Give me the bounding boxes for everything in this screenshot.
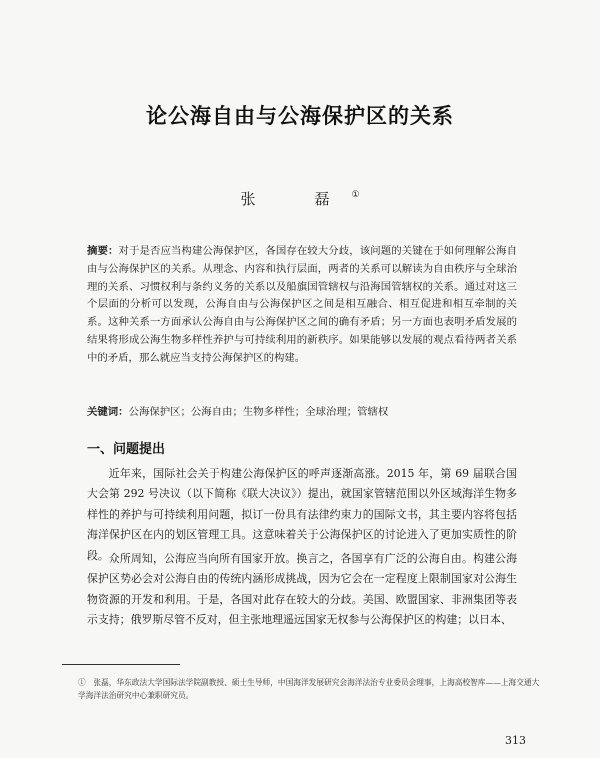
author-footnote-mark: ① [351, 190, 360, 200]
keywords-text: 公海保护区；公海自由；生物多样性；全球治理；管辖权 [128, 406, 389, 418]
footnote: ① 张磊，华东政法大学国际法学院副教授、硕士生导师，中国海洋发展研究会海洋法治专业委员会理事，上海高校智库——上海交通大学海洋法治研究中心兼职研究员。 [78, 678, 540, 700]
footnote-divider [62, 664, 180, 665]
body-paragraph-2: 众所周知，公海应当向所有国家开放。换言之，各国享有广泛的公海自由。构建公海保护区势必会对公海自由的传统内涵形成挑战，因为它会在一定程度上限制国家对公海生物资源的开发和利用。于是，各国对此存在较大的分歧。美国、欧盟国家、非洲集团等表示支持；俄罗斯尽管不反对，但主张地理遥远国家无权参与公海保护区的构建；以日本、 [87, 552, 517, 627]
body-paragraph-1: 近年来，国际社会关于构建公海保护区的呼声逐渐高涨。2015 年，第 69 届联合国大会第 292 号决议（以下简称《联大决议》）提出，就国家管辖范围以外区域海洋生物多样性的养护与可持续利用问题，拟订一份具有法律约束力的国际文书，其主要内容将包括海洋保护区在内的划区管理工具。这意味着关于公海保护区的讨论进入了更加实质性的阶段。 [87, 467, 517, 562]
keywords [87, 403, 517, 421]
paper-title: 论公海自由与公海保护区的关系 [146, 104, 454, 128]
abstract [87, 243, 517, 368]
section-heading: 一、问题提出 [87, 442, 166, 457]
abstract-label: 摘要： [87, 245, 119, 257]
page-number: 313 [505, 734, 526, 747]
author-name: 张 磊 [240, 190, 352, 208]
abstract-text: 对于是否应当构建公海保护区，各国存在较大分歧，该问题的关键在于如何理解公海自由与公海保护区的关系。从理念、内容和执行层面，两者的关系可以解读为自由秩序与全球治理的关系、习惯权利与条约义务的关系以及船旗国管辖权与沿海国管辖权的关系。通过对这三个层面的分析可以发现，公海自由与公海保护区之间是相互融合、相互促进和相互牵制的关系。这种关系一方面承认公海自由与公海保护区之间的确有矛盾；另一方面也表明矛盾发展的结果将形成公海生物多样性养护与可持续利用的新秩序。如果能够以发展的观点看待两者关系中的矛盾，那么就应当支持公海保护区的构建。 [87, 245, 518, 364]
author-line [0, 188, 600, 209]
keywords-label: 关键词： [87, 406, 129, 418]
